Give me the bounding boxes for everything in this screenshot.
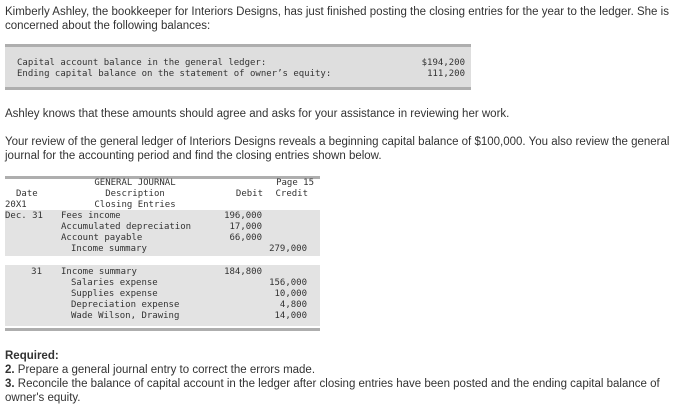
entry-account: Account payable	[61, 233, 143, 243]
balance-row	[17, 58, 465, 69]
entry-account: Wade Wilson, Drawing	[71, 311, 180, 321]
required-item	[5, 378, 695, 405]
item-number: 2.	[5, 364, 15, 376]
entry-debit: 184,800	[224, 267, 262, 277]
bottom-rule	[5, 328, 320, 331]
entry-debit: 17,000	[229, 222, 262, 232]
entry-credit: 10,000	[274, 289, 307, 299]
general-journal	[5, 176, 320, 333]
entry-credit: 14,000	[274, 311, 307, 321]
balance-label: Capital account balance in the general ledger:	[17, 58, 267, 68]
paragraph-review: Your review of the general ledger of Interiors Designs reveals a beginning capital balance of $100,000. You also review the general journal for the accounting period and find the closing entries shown below.	[5, 136, 670, 162]
balances-table	[5, 44, 471, 90]
entry-credit: 156,000	[269, 278, 307, 288]
entry-date: Dec. 31	[5, 211, 43, 221]
journal-title: GENERAL JOURNAL	[94, 178, 176, 188]
credit-header: Credit	[275, 189, 308, 199]
item-number: 3.	[5, 378, 15, 390]
debit-header: Debit	[235, 189, 263, 199]
entry-account: Fees income	[61, 211, 121, 221]
balance-row	[17, 69, 465, 80]
description-header: Description	[105, 189, 165, 199]
entry-account: Salaries expense	[71, 278, 158, 288]
entry-credit: 279,000	[269, 244, 307, 254]
item-text: Reconcile the balance of capital account in the ledger after closing entries have been posted and the ending capital balance of owner's equity.	[5, 378, 660, 404]
year: 20X1	[5, 200, 27, 210]
date-header: Date	[16, 189, 38, 199]
entry-account: Supplies expense	[71, 289, 158, 299]
page-number: Page 15	[276, 178, 314, 188]
entry-account: Depreciation expense	[71, 300, 180, 310]
intro-paragraph: Kimberly Ashley, the bookkeeper for Interiors Designs, has just finished posting the closing entries for the year to the ledger. She is concerned about the following balances:	[5, 6, 669, 32]
balance-value: $194,200	[421, 58, 465, 68]
required-item	[5, 364, 695, 378]
required-heading: Required:	[5, 350, 59, 362]
entry-account: Income summary	[61, 267, 137, 277]
paragraph-request: Ashley knows that these amounts should agree and asks for your assistance in reviewing her work.	[5, 108, 510, 120]
item-text: Prepare a general journal entry to correct the errors made.	[17, 364, 316, 376]
bottom-rule	[5, 87, 471, 90]
journal-subtitle: Closing Entries	[94, 200, 176, 210]
entry-account: Accumulated depreciation	[61, 222, 192, 232]
entry-account: Income summary	[71, 244, 147, 254]
balance-value: 111,200	[427, 69, 465, 79]
balance-label: Ending capital balance on the statement of owner’s equity:	[17, 69, 332, 79]
entry-debit: 66,000	[229, 233, 262, 243]
entry-debit: 196,000	[224, 211, 262, 221]
entry-date: 31	[31, 267, 42, 277]
entry-credit: 4,800	[279, 300, 307, 310]
top-rule	[5, 44, 471, 47]
